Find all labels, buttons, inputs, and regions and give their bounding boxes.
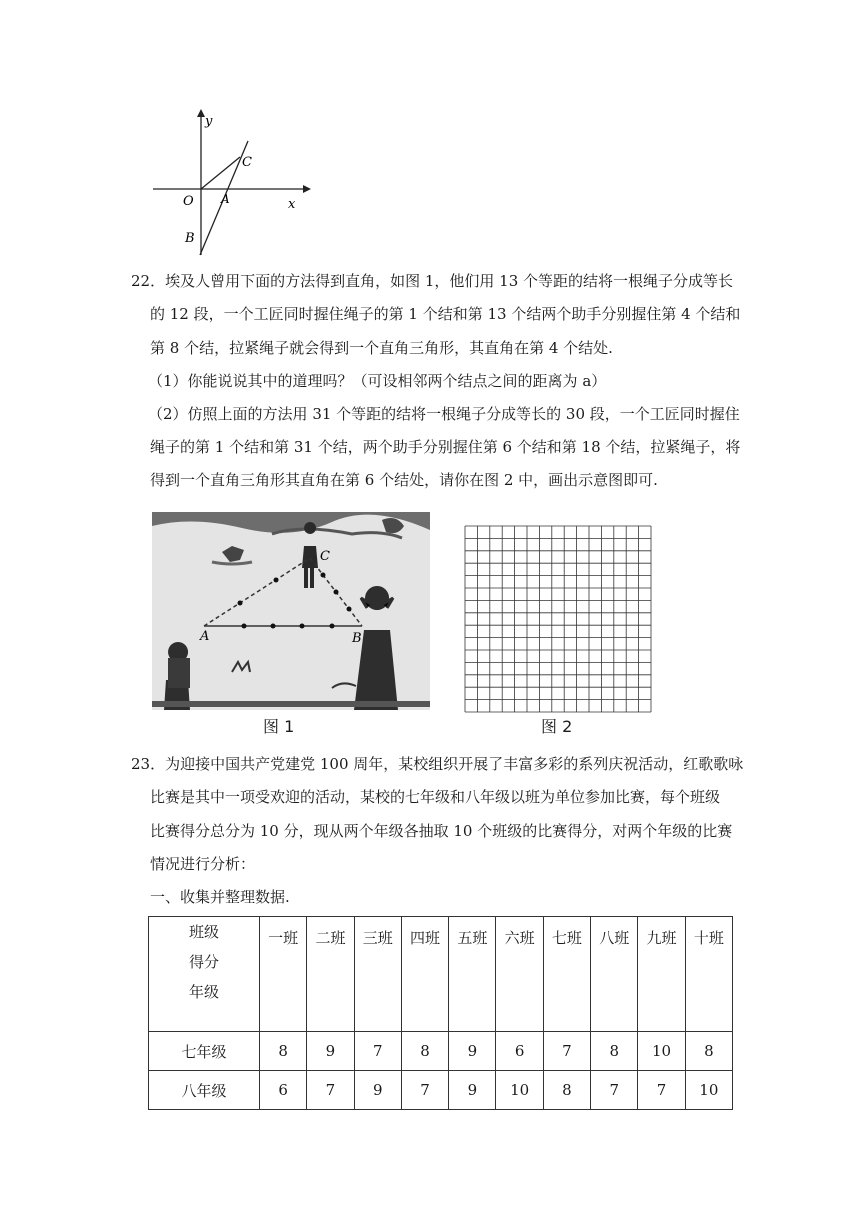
col-header: 五班	[449, 917, 496, 1032]
score-cell: 9	[449, 1032, 496, 1071]
point-a-label: A	[221, 192, 230, 206]
score-cell: 9	[307, 1032, 354, 1071]
score-cell: 9	[354, 1071, 401, 1110]
point-b-label: B	[185, 231, 195, 246]
table-row	[149, 1071, 733, 1110]
col-header: 七班	[543, 917, 590, 1032]
score-cell: 10	[685, 1071, 732, 1110]
q22-part-2-line-3: 得到一个直角三角形其直角在第 6 个结处，请你在图 2 中，画出示意图即可.	[150, 471, 658, 489]
y-label: y	[205, 114, 213, 129]
col-header: 八班	[591, 917, 638, 1032]
q22-line-3: 第 8 个结，拉紧绳子就会得到一个直角三角形，其直角在第 4 个结处.	[150, 339, 613, 357]
q23-section-title: 一、收集并整理数据.	[150, 888, 290, 906]
col-header: 四班	[401, 917, 448, 1032]
col-header: 二班	[307, 917, 354, 1032]
score-cell: 7	[638, 1071, 685, 1110]
coordinate-graph	[145, 105, 315, 260]
q22-part-2-line-1: （2）仿照上面的方法用 31 个等距的结将一根绳子分成等长的 30 段，一个工匠同时握住	[148, 405, 740, 423]
row-label: 八年级	[149, 1071, 260, 1110]
q23-line-4: 情况进行分析：	[150, 855, 256, 873]
score-cell: 8	[591, 1032, 638, 1071]
q23-line-2: 比赛是其中一项受欢迎的活动，某校的七年级和八年级以班为单位参加比赛，每个班级	[150, 788, 721, 806]
corner-label-grade: 年级	[188, 983, 219, 1001]
q22-line-1: 22．埃及人曾用下面的方法得到直角，如图 1，他们用 13 个等距的结将一根绳子分成等长	[131, 272, 734, 290]
table-header-row	[149, 917, 733, 1032]
x-label: x	[288, 197, 296, 212]
col-header: 十班	[685, 917, 732, 1032]
score-cell: 7	[543, 1032, 590, 1071]
score-cell: 6	[260, 1071, 307, 1110]
q23-line-1: 23．为迎接中国共产党建党 100 周年，某校组织开展了丰富多彩的系列庆祝活动，红歌歌咏	[131, 755, 744, 773]
score-table	[148, 916, 733, 1110]
score-cell: 10	[638, 1032, 685, 1071]
score-cell: 8	[685, 1032, 732, 1071]
score-cell: 7	[401, 1071, 448, 1110]
figure-1-illustration	[152, 512, 430, 710]
origin-label: O	[183, 194, 194, 209]
corner-cell	[149, 917, 260, 1032]
fig1-label-b: B	[352, 631, 362, 646]
fig1-label-a: A	[200, 629, 210, 644]
q22-part-1: （1）你能说说其中的道理吗？（可设相邻两个结点之间的距离为 a）	[148, 372, 607, 390]
q22-part-2-line-2: 绳子的第 1 个结和第 31 个结，两个助手分别握住第 6 个结和第 18 个结，拉紧绳子，将	[150, 438, 741, 456]
score-cell: 10	[496, 1071, 543, 1110]
score-cell: 7	[591, 1071, 638, 1110]
score-cell: 8	[543, 1071, 590, 1110]
col-header: 一班	[260, 917, 307, 1032]
point-c-label: C	[242, 155, 252, 170]
q22-line-2: 的 12 段，一个工匠同时握住绳子的第 1 个结和第 13 个结两个助手分别握住第 4 个结和	[150, 305, 741, 323]
y-axis-arrow-icon	[197, 109, 205, 117]
x-axis-arrow-icon	[303, 185, 311, 193]
corner-label-score: 得分	[188, 953, 219, 971]
score-cell: 9	[449, 1071, 496, 1110]
corner-label-class: 班级	[188, 923, 219, 941]
row-label: 七年级	[149, 1032, 260, 1071]
score-cell: 8	[401, 1032, 448, 1071]
col-header: 九班	[638, 917, 685, 1032]
score-cell: 6	[496, 1032, 543, 1071]
figure-1-caption: 图 1	[263, 717, 295, 736]
figure-2-caption: 图 2	[541, 717, 573, 736]
table-row	[149, 1032, 733, 1071]
figure-2-grid	[464, 525, 652, 713]
col-header: 三班	[354, 917, 401, 1032]
score-cell: 8	[260, 1032, 307, 1071]
score-cell: 7	[354, 1032, 401, 1071]
fig1-label-c: C	[320, 549, 330, 564]
col-header: 六班	[496, 917, 543, 1032]
q23-line-3: 比赛得分总分为 10 分，现从两个年级各抽取 10 个班级的比赛得分，对两个年级的比赛	[150, 822, 733, 840]
score-cell: 7	[307, 1071, 354, 1110]
